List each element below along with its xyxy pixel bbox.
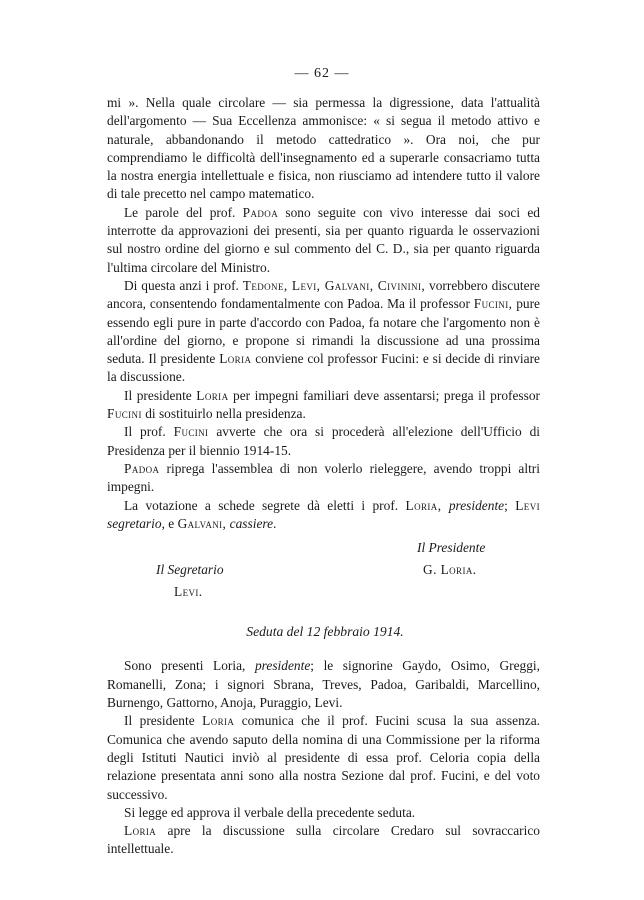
paragraph: Le parole del prof. Padoa sono seguite con vivo interesse dai soci ed interrotte da approvazioni dei presenti, sia per quanto riguarda le osservazioni sul nostro ordine del giorno e sul commento del C. D., sia per quanto riguarda l'ultima circolare del Ministro. <box>107 204 540 275</box>
signature-block-middle <box>107 559 540 580</box>
person-name: Padoa <box>242 204 279 220</box>
role: presidente <box>254 658 311 674</box>
person-names: Tedone, Levi, Galvani, Civinini, <box>242 277 426 293</box>
paragraph: Di questa anzi i prof. Tedone, Levi, Galvani, Civinini, vorrebbero discutere ancora, consentendo fondamentalmente con Padoa. Ma il professor Fucini, pure essendo egli pure in parte d'accordo con Padoa, fa notare che l'argomento non è all'ordine del giorno, e propone si rimandi la discussione ad una prossima seduta. Il presidente Loria conviene col professor Fucini: e si decide di rinviare la discussione. <box>107 277 540 385</box>
person-name: Fucini, <box>473 296 513 312</box>
paragraph: Il prof. Fucini avverte che ora si procederà all'elezione dell'Ufficio di Presidenza per il biennio 1914-15. <box>107 424 540 458</box>
page-number: — 62 — <box>294 66 350 81</box>
segretario-title: Il Segretario <box>156 562 224 578</box>
signature-block-bottom <box>107 580 540 601</box>
paragraph: Sono presenti Loria, presidente; le signorine Gaydo, Osimo, Greggi, Romanelli, Zona; i signori Sbrana, Treves, Padoa, Garibaldi, Marcellino, Burnengo, Gattorno, Anoja, Puraggio, Levi. <box>107 658 540 711</box>
paragraph: La votazione a schede segrete dà eletti i prof. Loria, presidente; Levi segretario, e Galvani, cassiere. <box>107 497 540 531</box>
presidente-title: Il Presidente <box>417 540 486 556</box>
section-heading: Seduta del 12 febbraio 1914. <box>246 624 404 640</box>
signature-block-top <box>107 538 540 559</box>
paragraph: Il presidente Loria per impegni familiari deve assentarsi; prega il professor Fucini di sostituirlo nella presidenza. <box>107 387 540 422</box>
paragraph: Si legge ed approva il verbale della precedente seduta. <box>124 804 416 820</box>
paragraph: Padoa riprega l'assemblea di non volerlo rieleggere, avendo troppi altri impegni. <box>107 460 540 495</box>
person-name: Padoa <box>124 460 160 476</box>
role: cassiere <box>229 515 274 531</box>
person-name: Loria <box>219 351 252 367</box>
person-name: Levi <box>515 497 540 513</box>
person-name: Fucini <box>173 424 209 440</box>
person-name: Loria <box>124 823 157 839</box>
paragraph: mi ». Nella quale circolare — sia permessa la digressione, data l'attualità dell'argomento — Sua Eccellenza ammonisce: « si segua il metodo attivo e naturale, abbandonando il metodo cattedratico ». Ora noi, che pur comprendiamo le difficoltà dell'insegnamento ed a superarle consacriamo tutta la nostra energia intellettuale e fisica, non riusciamo ad intendere tutto il valore di tale precetto nel campo matematico. <box>107 95 540 202</box>
person-name: Loria, <box>405 497 442 513</box>
person-name: Galvani, <box>177 515 227 531</box>
role: segretario <box>107 515 162 531</box>
role: presidente <box>448 497 505 513</box>
presidente-name: G. Loria. <box>423 562 477 578</box>
paragraph: Il presidente Loria comunica che il prof. Fucini scusa la sua assenza. Comunica che avendo saputo della nomina di una Commissione per la riforma degli Istituti Nautici inviò al presidente di essa prof. Celoria copia della relazione presentata anni sono alla nostra Sezione dal prof. Fucini, e del voto successivo. <box>107 713 541 802</box>
person-name: Fucini <box>107 406 142 422</box>
segretario-name: Levi. <box>174 584 203 600</box>
paragraph: Loria apre la discussione sulla circolare Credaro sul sovraccarico intellettuale. <box>107 823 540 857</box>
person-name: Loria <box>202 713 235 729</box>
page-body <box>107 94 540 859</box>
person-name: Loria <box>196 387 229 403</box>
